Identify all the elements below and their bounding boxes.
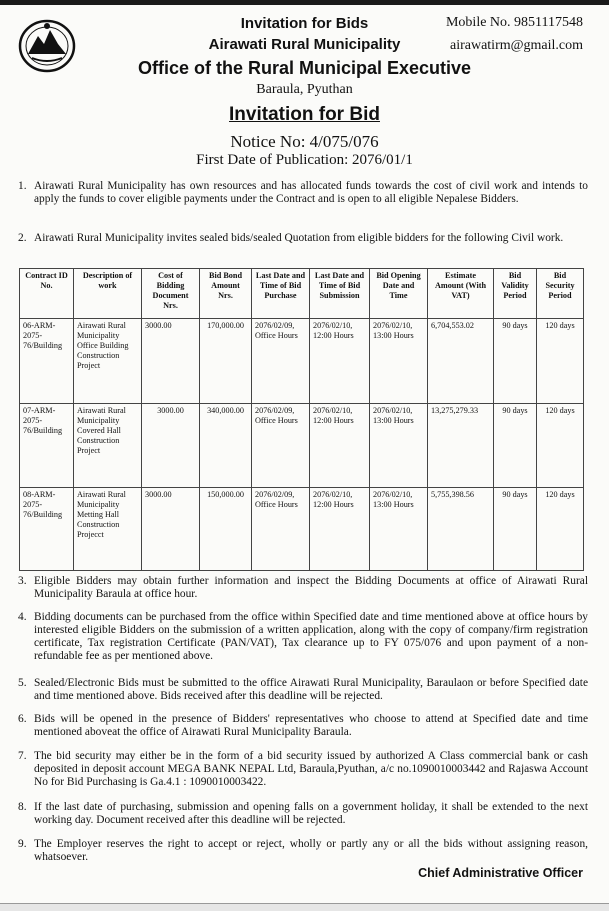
clause-text: Airawati Rural Municipality invites sealed bids/sealed Quotation from eligible bidders for the following Civil work. xyxy=(34,232,564,244)
column-header: Last Date and Time of Bid Purchase xyxy=(252,269,310,319)
notice-number: Notice No: 4/075/076 xyxy=(230,132,379,151)
table-cell: 3000.00 xyxy=(142,319,200,404)
column-header: Estimate Amount (With VAT) xyxy=(428,269,494,319)
signatory-title: Chief Administrative Officer xyxy=(418,866,583,880)
column-header: Contract ID No. xyxy=(20,269,74,319)
clause-number: 5. xyxy=(18,677,27,689)
table-cell: 90 days xyxy=(494,487,537,570)
clause-8 xyxy=(18,801,588,827)
bids-table xyxy=(19,268,584,571)
clause-number: 8. xyxy=(18,801,27,813)
clause-9 xyxy=(18,838,588,864)
table-row xyxy=(20,404,584,487)
clause-text: Bidding documents can be purchased from the office within Specified date and time mentioned above at office hours by interested eligible Bidders on the submission of a written application, along with the copy of company/firm registration certificate, Tax registration Certificate (PAN/VAT), Tax clearance up to FY 075/076 and upon payment of a non-refundable fee as per mentioned above. xyxy=(34,611,588,662)
clause-text: The bid security may either be in the form of a bid security issued by authorized A Class commercial bank or cash deposited in deposit account MEGA BANK NEPAL Ltd, Baraula,Pyuthan, a/c no.1090010003442 and Rajaswa Account No for Bid Purchasing is Ga.4.1 : 1090010003422. xyxy=(34,750,588,788)
table-cell: Airawati Rural Municipality Covered Hall Construction Project xyxy=(74,404,142,487)
clause-7 xyxy=(18,750,588,789)
clause-4 xyxy=(18,611,588,663)
table-cell: 5,755,398.56 xyxy=(428,487,494,570)
clause-1 xyxy=(18,180,588,206)
column-header: Bid Opening Date and Time xyxy=(370,269,428,319)
clause-number: 1. xyxy=(18,180,27,192)
table-cell: 340,000.00 xyxy=(200,404,252,487)
clause-text: If the last date of purchasing, submission and opening falls on a government holiday, it shall be extended to the next working day. Document received after this deadline will be rejected. xyxy=(34,801,588,826)
clause-number: 2. xyxy=(18,232,27,244)
table-cell: 3000.00 xyxy=(142,404,200,487)
invitation-heading: Invitation for Bid xyxy=(229,104,380,125)
table-row xyxy=(20,487,584,570)
column-header: Last Date and Time of Bid Submission xyxy=(310,269,370,319)
clause-text: Sealed/Electronic Bids must be submitted to the office Airawati Rural Municipality, Baraulaon or before Specified date and time mentioned above. Bids received after this deadline will be rejected. xyxy=(34,677,588,702)
publication-date: First Date of Publication: 2076/01/1 xyxy=(196,152,413,168)
table-cell: 150,000.00 xyxy=(200,487,252,570)
table-cell: 170,000.00 xyxy=(200,319,252,404)
table-cell: 2076/02/10, 12:00 Hours xyxy=(310,487,370,570)
table-row xyxy=(20,319,584,404)
clause-text: Bids will be opened in the presence of Bidders' representatives who choose to attend at Specified date and time mentioned aboveat the office of Airawati Rural Municipality Baraula. xyxy=(34,713,588,738)
table-cell: 2076/02/09, Office Hours xyxy=(252,404,310,487)
clause-number: 4. xyxy=(18,611,27,623)
notice-title: Invitation for Bids xyxy=(240,15,369,32)
table-cell: 2076/02/10, 12:00 Hours xyxy=(310,319,370,404)
table-cell: 2076/02/10, 13:00 Hours xyxy=(370,404,428,487)
mobile-number: Mobile No. 9851117548 xyxy=(445,15,583,30)
table-cell: 13,275,279.33 xyxy=(428,404,494,487)
office-address: Baraula, Pyuthan xyxy=(256,82,353,97)
table-cell: 2076/02/09, Office Hours xyxy=(252,319,310,404)
table-cell: 2076/02/09, Office Hours xyxy=(252,487,310,570)
column-header: Bid Validity Period xyxy=(494,269,537,319)
municipality-name: Airawati Rural Municipality xyxy=(208,36,401,53)
clause-6 xyxy=(18,713,588,739)
office-name: Office of the Rural Municipal Executive xyxy=(137,58,472,78)
table-cell: 2076/02/10, 13:00 Hours xyxy=(370,319,428,404)
column-header: Cost of Bidding Document Nrs. xyxy=(142,269,200,319)
table-cell: 120 days xyxy=(537,319,584,404)
table-cell: 90 days xyxy=(494,404,537,487)
table-cell: 120 days xyxy=(537,404,584,487)
table-cell: 06-ARM-2075-76/Building xyxy=(20,319,74,404)
clause-text: Eligible Bidders may obtain further information and inspect the Bidding Documents at office of Airawati Rural Municipality Baraula at office hour. xyxy=(34,575,588,600)
clause-2 xyxy=(18,232,588,245)
clause-number: 9. xyxy=(18,838,27,850)
table-cell: Airawati Rural Municipality Office Building Construction Project xyxy=(74,319,142,404)
top-border-strip xyxy=(0,0,609,5)
table-cell: 07-ARM-2075-76/Building xyxy=(20,404,74,487)
table-cell: 08-ARM-2075-76/Building xyxy=(20,487,74,570)
table-cell: 120 days xyxy=(537,487,584,570)
clause-text: The Employer reserves the right to accept or reject, wholly or partly any or all the bids without assigning reason, whatsoever. xyxy=(34,838,588,863)
column-header: Bid Bond Amount Nrs. xyxy=(200,269,252,319)
table-cell: 2076/02/10, 13:00 Hours xyxy=(370,487,428,570)
table-cell: 90 days xyxy=(494,319,537,404)
table-cell: 3000.00 xyxy=(142,487,200,570)
column-header: Description of work xyxy=(74,269,142,319)
clause-3 xyxy=(18,575,588,601)
clause-number: 7. xyxy=(18,750,27,762)
clause-5 xyxy=(18,677,588,703)
table-cell: 6,704,553.02 xyxy=(428,319,494,404)
table-cell: Airawati Rural Municipality Metting Hall Construction Projecct xyxy=(74,487,142,570)
table-cell: 2076/02/10, 12:00 Hours xyxy=(310,404,370,487)
clause-text: Airawati Rural Municipality has own resources and has allocated funds towards the cost of civil work and intends to apply the funds to cover eligible payments under the Contract and is open to all eligible Nepalese Bidders. xyxy=(34,180,588,205)
column-header: Bid Security Period xyxy=(537,269,584,319)
email-address: airawatirm@gmail.com xyxy=(449,38,583,53)
clause-number: 3. xyxy=(18,575,27,587)
table-header-row xyxy=(20,269,584,319)
clause-number: 6. xyxy=(18,713,27,725)
